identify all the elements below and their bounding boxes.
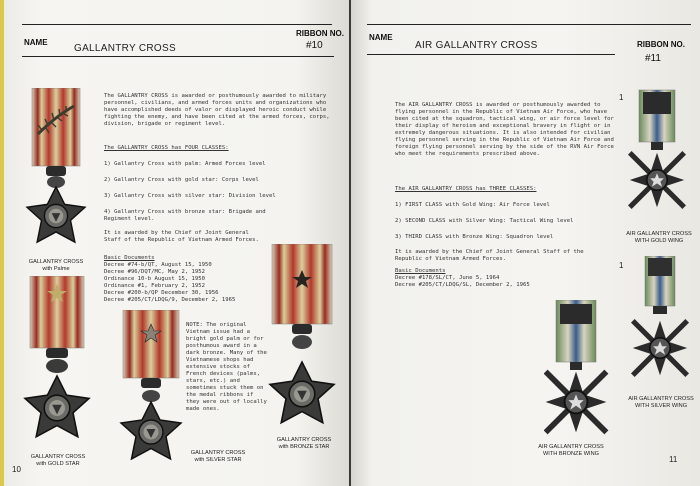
class-item: 1) FIRST CLASS with Gold Wing: Air Force level xyxy=(395,202,550,208)
caption-line: GALLANTRY CROSS xyxy=(30,454,86,460)
air-gallantry-cross-bronze-wing-medal-image xyxy=(544,300,612,440)
doc-item: Decree #205/CT/LDQG/9, December 2, 1965 xyxy=(104,297,236,303)
caption-bronze xyxy=(264,437,344,451)
awarded-by xyxy=(104,230,269,244)
basic-docs-heading: Basic Documents xyxy=(395,268,446,274)
awarded-by xyxy=(395,249,595,263)
doc-item: Ordinance 10-b August 15, 1950 xyxy=(104,276,206,282)
binder-edge xyxy=(0,0,4,486)
header-rule xyxy=(367,24,691,25)
caption-line: with GOLD STAR xyxy=(36,461,80,467)
intro-paragraph: The GALLANTRY CROSS is awarded or posthumously awarded to military personnel, civilians, and armed forces units and organizations who have accomplished deeds of valor or displayed heroic conduct while fighting the enemy, and have been cited at the armed forces, corps, division, brigade or regiment level. xyxy=(104,93,330,127)
caption-line: with SILVER STAR xyxy=(194,457,242,463)
gold-wing-icon xyxy=(643,92,671,114)
awarded-by-text: It is awarded by the Chief of Joint General Staff of the Republic of Vietnam Armed Forces. xyxy=(395,249,584,262)
page-number: 11 xyxy=(669,455,678,464)
class-item: 3) THIRD CLASS with Bronze Wing: Squadron level xyxy=(395,234,554,240)
intro-text xyxy=(395,102,623,158)
page-number: 10 xyxy=(12,465,21,474)
gallantry-cross-gold-star-medal-image xyxy=(22,276,92,454)
intro-text xyxy=(104,93,336,128)
page-title: GALLANTRY CROSS xyxy=(74,43,176,54)
bronze-wing-icon xyxy=(560,304,592,324)
left-page xyxy=(0,0,349,486)
caption-line: WITH SILVER WING xyxy=(634,403,688,409)
photo-mark: 1 xyxy=(619,93,624,102)
caption-line: WITH GOLD WING xyxy=(634,238,684,244)
page-title: AIR GALLANTRY CROSS xyxy=(415,40,538,51)
class-item: 4) Gallantry Cross with bronze star: Brigade and Regiment level. xyxy=(104,209,266,222)
doc-item: Decree #205/CT/LDQG/SL, December 2, 1965 xyxy=(395,282,530,288)
caption-line: GALLANTRY CROSS xyxy=(190,450,246,456)
ribbon-number: #11 xyxy=(645,53,661,64)
basic-docs-heading: Basic Documents xyxy=(104,255,155,261)
class-item: 3) Gallantry Cross with silver star: Division level xyxy=(104,193,276,199)
doc-item: Decree #178/SL/CT, June 5, 1964 xyxy=(395,275,500,281)
caption-silver-wing xyxy=(621,396,700,410)
caption-line: AIR GALLANTRY CROSS xyxy=(538,444,604,450)
class-item: 1) Gallantry Cross with palm: Armed Forces level xyxy=(104,161,266,167)
caption-silver xyxy=(178,450,258,464)
name-label: NAME xyxy=(24,38,48,47)
classes-block xyxy=(395,186,623,241)
doc-item: Decree #74-b/QT, August 15, 1950 xyxy=(104,262,212,268)
caption-line: WITH BRONZE WING xyxy=(543,451,599,457)
ribbon-label: RIBBON NO. xyxy=(296,29,344,38)
ribbon-label: RIBBON NO. xyxy=(637,40,685,49)
classes-block xyxy=(104,145,336,223)
header-rule xyxy=(22,24,332,25)
basic-documents xyxy=(104,255,279,304)
name-label: NAME xyxy=(369,33,393,42)
basic-documents xyxy=(395,268,605,289)
air-gallantry-cross-silver-wing-medal-image xyxy=(631,256,691,394)
caption-bronze-wing xyxy=(531,444,611,458)
awarded-by-text: It is awarded by the Chief of Joint General Staff of the Republic of Vietnam Armed Forces. xyxy=(104,230,259,243)
doc-item: Ordinance #1, February 2, 1952 xyxy=(104,283,206,289)
classes-heading: The AIR GALLANTRY CROSS has THREE CLASSES: xyxy=(395,186,537,192)
caption-gold-wing xyxy=(619,231,699,245)
header-rule-bottom xyxy=(22,56,334,57)
classes-heading: The GALLANTRY CROSS has FOUR CLASSES: xyxy=(104,145,229,151)
caption-line: GALLANTRY CROSS xyxy=(276,437,332,443)
caption-line: AIR GALLANTRY CROSS xyxy=(626,231,692,237)
class-item: 2) Gallantry Cross with gold star: Corps level xyxy=(104,177,259,183)
doc-item: Decree #200-b/QP December 30, 1956 xyxy=(104,290,219,296)
note-block xyxy=(186,322,268,413)
silver-wing-icon xyxy=(648,258,672,276)
header-rule-bottom xyxy=(367,54,615,55)
caption-line: AIR GALLANTRY CROSS xyxy=(628,396,694,402)
caption-line: with BRONZE STAR xyxy=(278,444,330,450)
gallantry-cross-palm-medal-image xyxy=(24,88,88,258)
doc-item: Decree #96/DQT/MC, May 2, 1952 xyxy=(104,269,206,275)
note-text: NOTE: The original Vietnam issue had a bright gold palm or for posthumous award in a dark bronze. Many of the Vietnamese shops had extensive stocks of French devices (palms, stars, etc.) and sometimes stuck them on the medal ribbons if they were out of locally made ones. xyxy=(186,322,267,412)
caption-line: with Palme xyxy=(42,266,70,272)
gallantry-cross-silver-star-medal-image xyxy=(117,310,185,462)
right-page xyxy=(351,0,700,486)
caption-line: GALLANTRY CROSS xyxy=(28,259,84,265)
intro-paragraph: The AIR GALLANTRY CROSS is awarded or posthumously awarded to flying personnel in the Republic of Vietnam Air Force, who have been cited at the squadron, tactical wing, or air force level for their display of heroism and exceptional bravery in flight or in extremely dangerous situations. It is also intended for civilian flying personnel serving in the Republic of Vietnam Air Force and foreign flying personnel serving by the side of the RVN Air Force who meet the requirements prescribed above. xyxy=(395,102,614,157)
air-gallantry-cross-gold-wing-medal-image xyxy=(627,88,687,228)
caption-palm xyxy=(16,259,96,273)
caption-gold xyxy=(18,454,98,468)
ribbon-number: #10 xyxy=(306,40,323,51)
photo-mark: 1 xyxy=(619,261,624,270)
gallantry-cross-bronze-star-medal-image xyxy=(268,244,338,434)
class-item: 2) SECOND CLASS with Silver Wing: Tactical Wing level xyxy=(395,218,574,224)
